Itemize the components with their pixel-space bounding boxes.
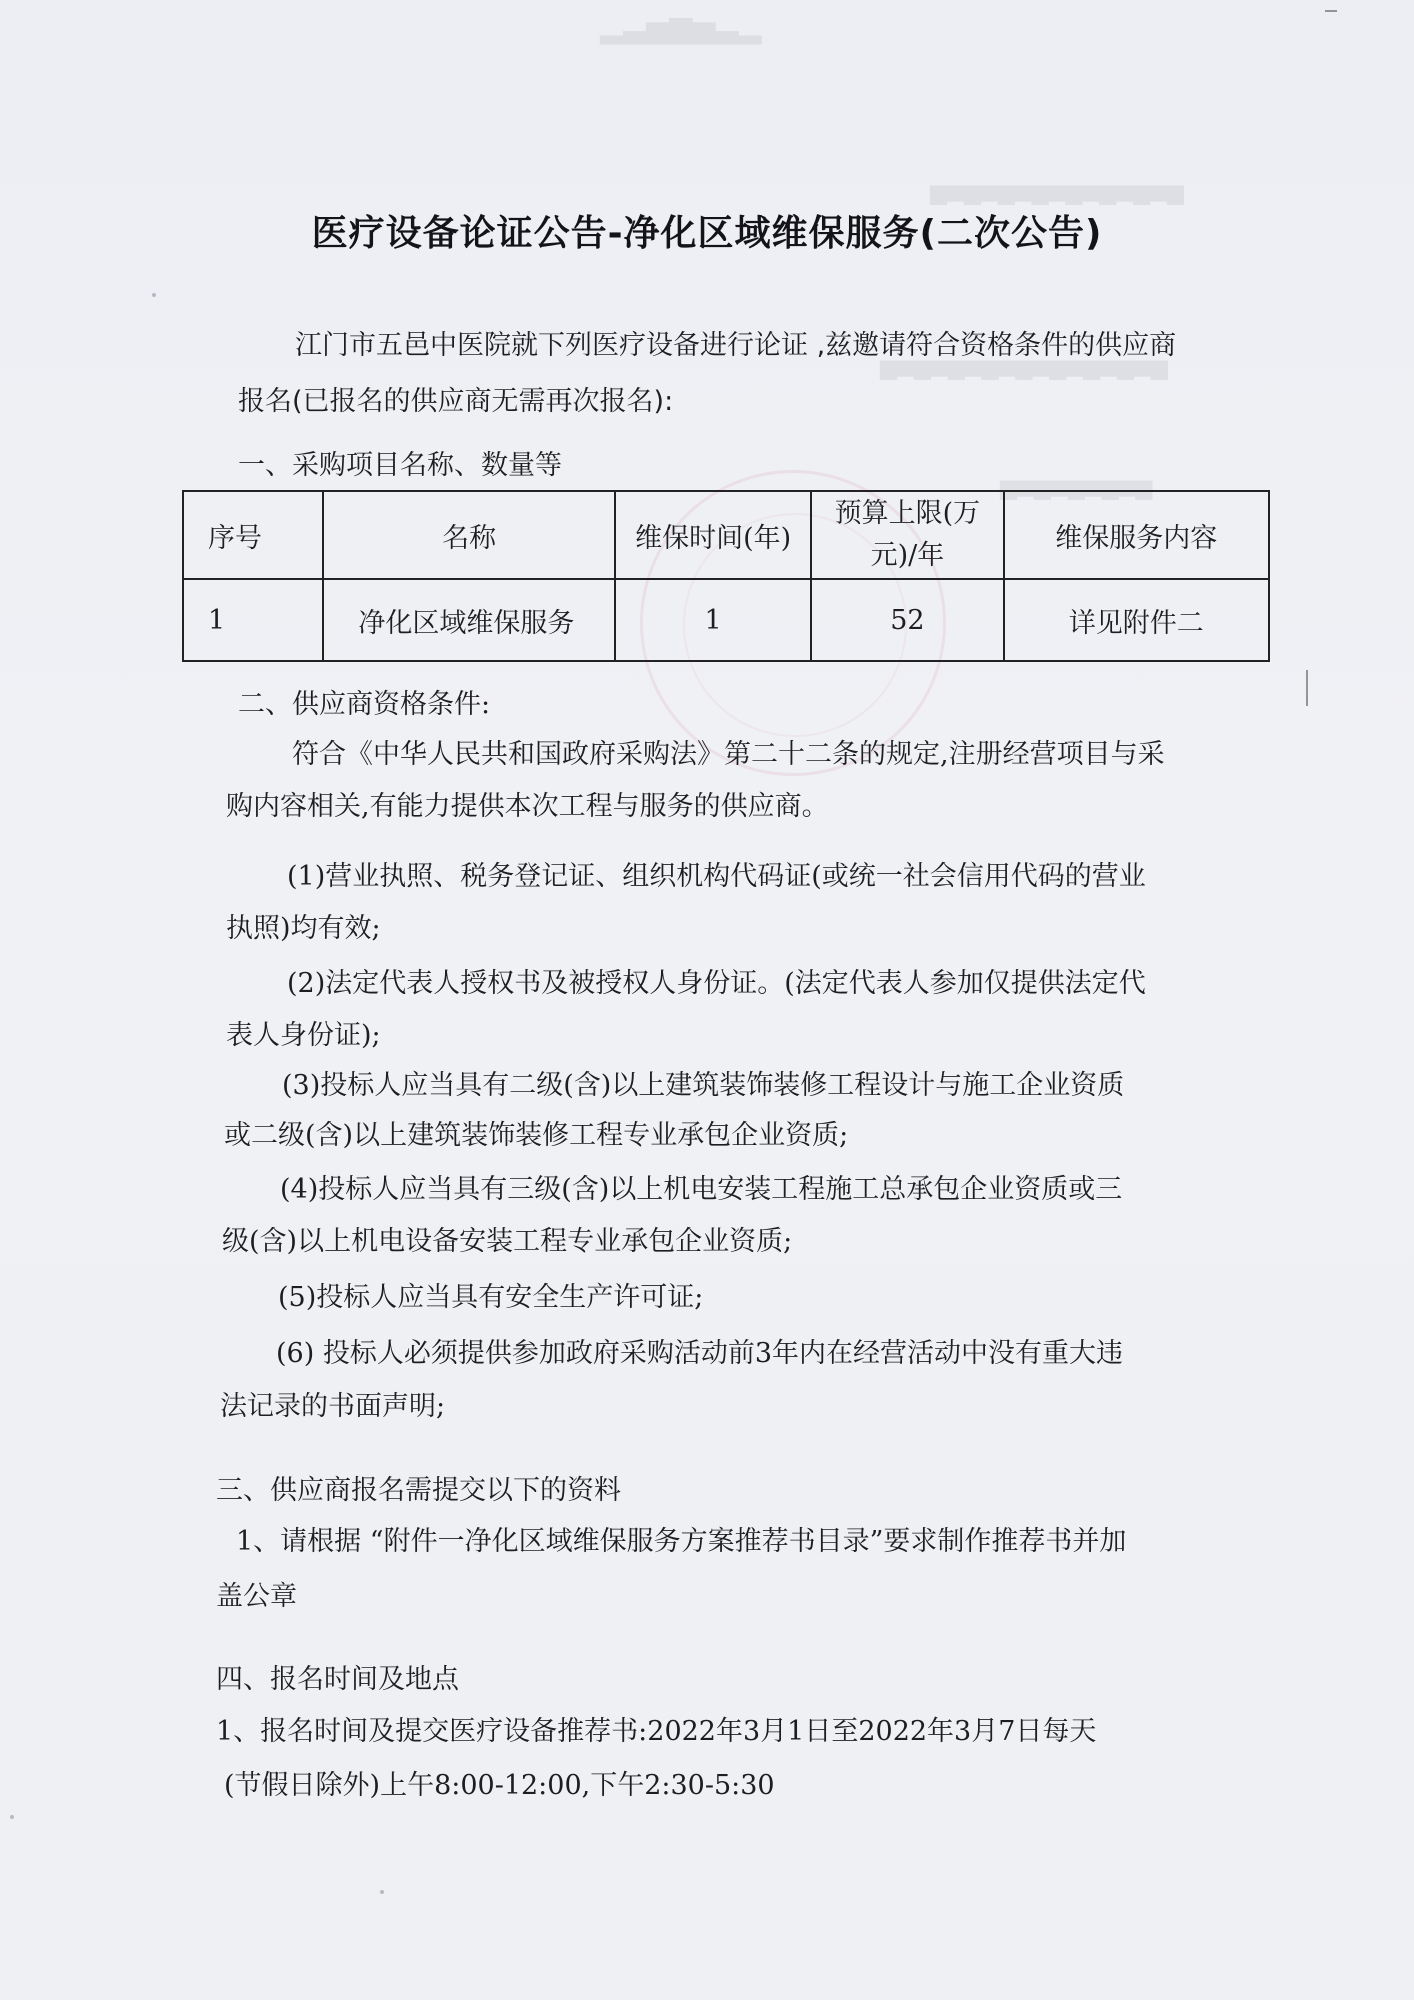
- bleed-through-texture: ▂▃▅▆▅▃▂: [600, 10, 762, 45]
- scan-speck: [380, 1890, 384, 1894]
- scan-speck: [10, 1815, 14, 1819]
- paragraph-line: 表人身份证);: [226, 1020, 381, 1051]
- cell-years: 1: [615, 579, 811, 661]
- paragraph-line: 购内容相关,有能力提供本次工程与服务的供应商。: [226, 791, 829, 822]
- bleed-through-texture: ▆▅▆▅▆▅▆▅▆▅▆▅▆▅▆: [930, 185, 1184, 210]
- scan-edge-mark: [1325, 10, 1337, 12]
- header-cell-content: 维保服务内容: [1004, 491, 1269, 579]
- bleed-through-texture: ▆▅▆▅▆▅▆▅▆: [1000, 480, 1153, 505]
- cell-budget: 52: [811, 579, 1003, 661]
- table-row: [183, 579, 1269, 661]
- section-1-heading: 一、采购项目名称、数量等: [238, 450, 562, 481]
- paragraph-line: 法记录的书面声明;: [220, 1391, 446, 1422]
- header-cell-years: 维保时间(年): [615, 491, 811, 579]
- paragraph-line: 符合《中华人民共和国政府采购法》第二十二条的规定,注册经营项目与采: [292, 739, 1165, 770]
- paragraph-line: (5)投标人应当具有安全生产许可证;: [278, 1282, 704, 1313]
- intro-line-1: 江门市五邑中医院就下列医疗设备进行论证 ,兹邀请符合资格条件的供应商: [295, 330, 1177, 361]
- scan-edge-mark: [1306, 670, 1308, 706]
- scan-speck: [152, 293, 156, 297]
- header-cell-budget: [811, 491, 1003, 579]
- paragraph-line: (节假日除外)上午8:00-12:00,下午2:30-5:30: [224, 1770, 775, 1801]
- cell-content: 详见附件二: [1004, 579, 1269, 661]
- paragraph-line: (6) 投标人必须提供参加政府采购活动前3年内在经营活动中没有重大违: [276, 1338, 1124, 1369]
- intro-line-2: 报名(已报名的供应商无需再次报名):: [238, 386, 674, 417]
- section-4-heading: 四、报名时间及地点: [216, 1664, 459, 1695]
- paragraph-line: 盖公章: [216, 1581, 297, 1612]
- paragraph-line: (1)营业执照、税务登记证、组织机构代码证(或统一社会信用代码的营业: [287, 861, 1146, 892]
- paragraph-line: 1、报名时间及提交医疗设备推荐书:2022年3月1日至2022年3月7日每天: [216, 1716, 1097, 1747]
- paragraph-line: (4)投标人应当具有三级(含)以上机电安装工程施工总承包企业资质或三: [280, 1174, 1123, 1205]
- paragraph-line: 级(含)以上机电设备安装工程专业承包企业资质;: [222, 1226, 793, 1257]
- header-cell-no: 序号: [183, 491, 323, 579]
- table-header-row: [183, 491, 1269, 579]
- cell-name: 净化区域维保服务: [323, 579, 615, 661]
- header-cell-budget-line-2: 元)/年: [870, 540, 945, 571]
- section-2-heading: 二、供应商资格条件:: [238, 689, 491, 720]
- paragraph-line: 或二级(含)以上建筑装饰装修工程专业承包企业资质;: [224, 1120, 849, 1151]
- header-cell-name: 名称: [323, 491, 615, 579]
- paragraph-line: (3)投标人应当具有二级(含)以上建筑装饰装修工程设计与施工企业资质: [282, 1070, 1125, 1101]
- header-cell-budget-line-1: 预算上限(万: [834, 498, 981, 529]
- section-3-heading: 三、供应商报名需提交以下的资料: [216, 1475, 621, 1506]
- page-title: 医疗设备论证公告-净化区域维保服务(二次公告): [311, 213, 1103, 254]
- paragraph-line: (2)法定代表人授权书及被授权人身份证。(法定代表人参加仅提供法定代: [287, 968, 1146, 999]
- bleed-through-texture: ▆▅▆▅▆▅▆▅▆▅▆▅▆▅▆▅▆: [880, 360, 1168, 385]
- procurement-table: [182, 490, 1270, 662]
- paragraph-line: 1、请根据 “附件一净化区域维保服务方案推荐书目录”要求制作推荐书并加: [236, 1526, 1127, 1557]
- cell-no: 1: [183, 579, 323, 661]
- paragraph-line: 执照)均有效;: [226, 913, 381, 944]
